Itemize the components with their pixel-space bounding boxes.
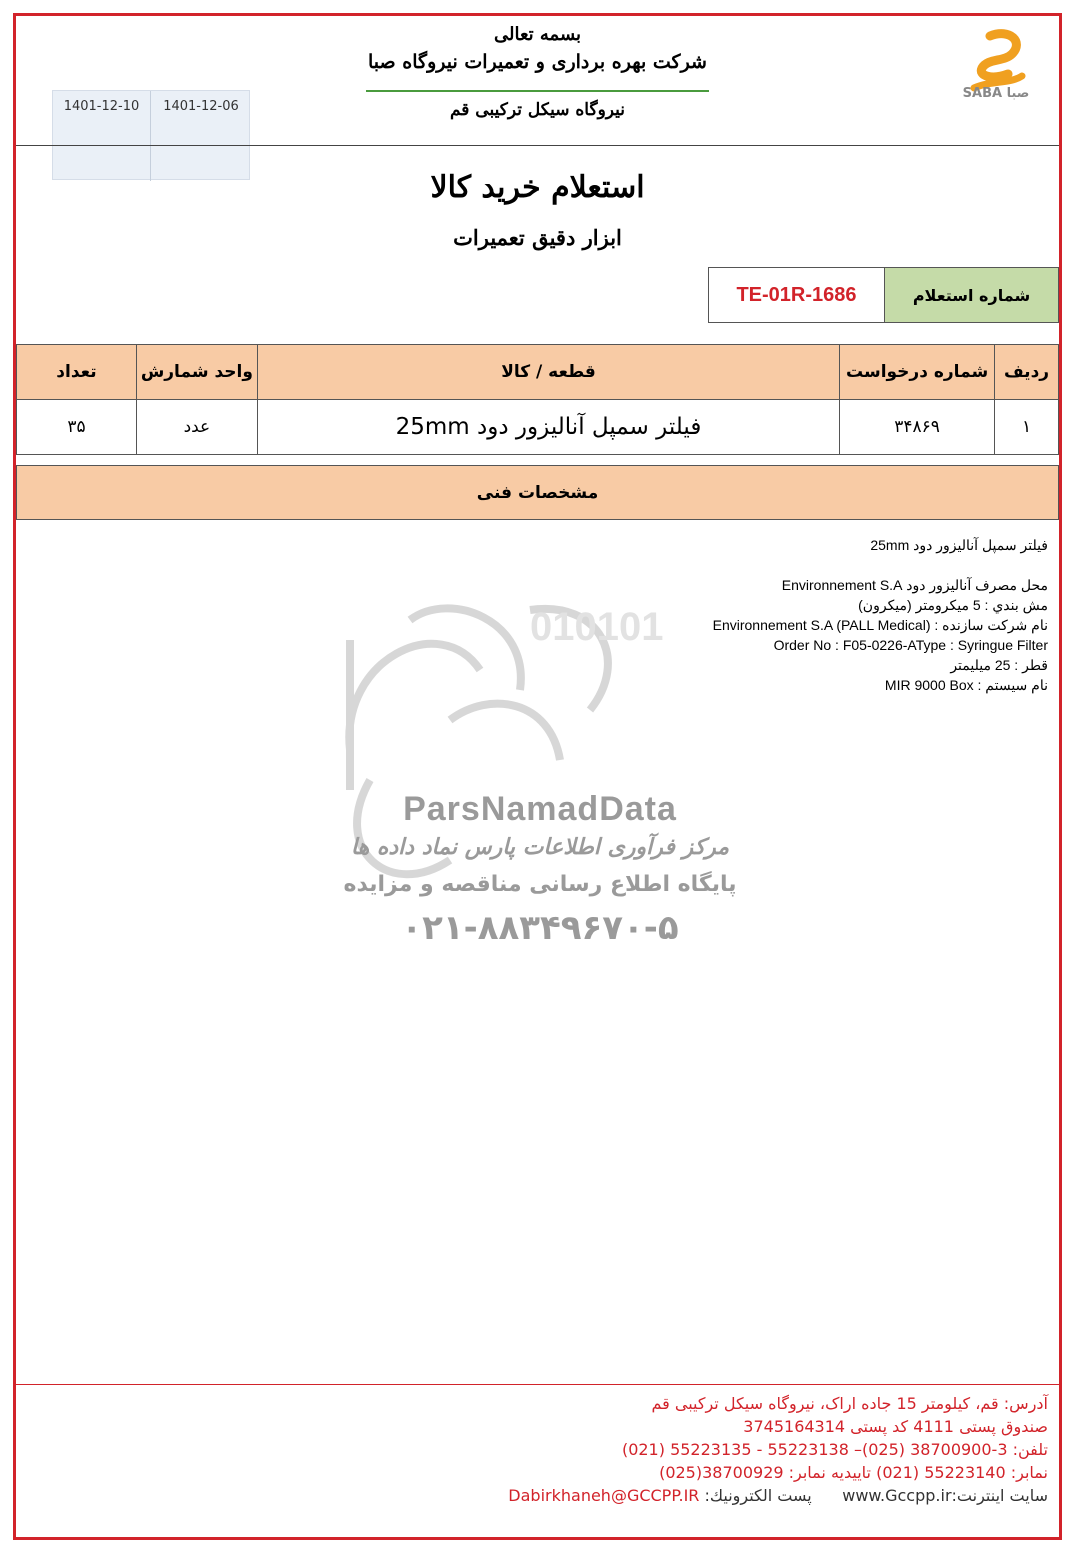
col-header-row: ردیف bbox=[995, 345, 1059, 400]
footer-email-label: پست الکترونیك: bbox=[704, 1486, 812, 1505]
spec-line: محل مصرف آنالیزور دود Environnement S.A bbox=[781, 577, 1048, 593]
inquiry-label: شماره استعلام bbox=[885, 268, 1058, 322]
bismillah: بسمه تعالی bbox=[493, 24, 582, 45]
cell-row: ۱ bbox=[995, 400, 1059, 455]
footer-phone: تلفن: 3-38700900 (025)– 55223138 - 55223135 (021) bbox=[621, 1440, 1048, 1459]
spec-line: Order No : F05-0226-AType : Syringue Filter bbox=[773, 637, 1048, 653]
watermark-digits: 010101 bbox=[530, 605, 664, 649]
footer-address: آدرس: قم، کیلومتر 15 جاده اراک، نیروگاه سیکل ترکیبی قم bbox=[651, 1394, 1048, 1413]
col-header-item: قطعه / کالا bbox=[257, 345, 839, 400]
company-name: شرکت بهره برداری و تعمیرات نیروگاه صبا bbox=[368, 51, 707, 73]
table-header-row bbox=[17, 345, 1059, 400]
specs-heading: مشخصات فنی bbox=[16, 465, 1059, 520]
watermark-brand: ParsNamadData bbox=[403, 790, 677, 828]
logo-text: SABA صبا bbox=[962, 86, 1030, 101]
specs-body bbox=[348, 535, 1048, 695]
spec-line: قطر : 25 میلیمتر bbox=[950, 657, 1048, 673]
footer-divider bbox=[16, 1384, 1059, 1385]
cell-qty: ۳۵ bbox=[17, 400, 137, 455]
footer bbox=[148, 1392, 1048, 1507]
footer-web-label: سایت اینترنت: bbox=[951, 1486, 1048, 1505]
cell-item: فیلتر سمپل آنالیزور دود 25mm bbox=[257, 400, 839, 455]
date-box bbox=[52, 90, 250, 180]
page-subtitle: ابزار دقیق تعمیرات bbox=[453, 225, 622, 250]
inquiry-number: TE-01R-1686 bbox=[709, 268, 885, 322]
footer-fax: نمابر: 55223140 (021) تاییدیه نمابر: 38700929(025) bbox=[659, 1463, 1048, 1482]
col-header-qty: تعداد bbox=[17, 345, 137, 400]
plant-name: نیروگاه سیکل ترکیبی قم bbox=[449, 100, 626, 120]
table-row bbox=[17, 400, 1059, 455]
cell-unit: عدد bbox=[136, 400, 257, 455]
col-header-unit: واحد شمارش bbox=[136, 345, 257, 400]
footer-email-link[interactable]: Dabirkhaneh@GCCPP.IR bbox=[508, 1486, 700, 1505]
items-table bbox=[16, 344, 1059, 455]
footer-web-line bbox=[148, 1484, 1048, 1507]
spec-line: مش بندي : 5 ميكرومتر (ميكرون) bbox=[858, 597, 1048, 613]
spec-line: نام شركت سازنده : (Environnement S.A (PALL Medical bbox=[712, 617, 1048, 633]
inquiry-number-box bbox=[708, 267, 1059, 323]
watermark-subtitle: پایگاه اطلاع رسانی مناقصه و مزایده bbox=[343, 872, 737, 897]
date-cell: 1401-12-10 bbox=[53, 91, 151, 181]
col-header-request: شماره درخواست bbox=[840, 345, 995, 400]
date-cell: 1401-12-06 bbox=[163, 99, 239, 114]
divider bbox=[16, 145, 1059, 146]
spec-line: نام سیستم : MIR 9000 Box bbox=[884, 677, 1048, 693]
watermark-subtitle: مرکز فرآوری اطلاعات پارس نماد داده ها bbox=[350, 835, 730, 860]
cell-request: ۳۴۸۶۹ bbox=[840, 400, 995, 455]
footer-pobox: صندوق پستی 4111 کد پستی 3745164314 bbox=[743, 1417, 1048, 1436]
watermark-phone: ۰۲۱-۸۸۳۴۹۶۷۰-۵ bbox=[401, 908, 679, 948]
saba-logo-icon bbox=[952, 28, 1042, 118]
divider bbox=[366, 90, 709, 92]
header-block bbox=[360, 24, 715, 73]
footer-web-link[interactable]: www.Gccpp.ir bbox=[842, 1486, 952, 1505]
spec-line: فیلتر سمپل آنالیزور دود 25mm bbox=[870, 537, 1048, 553]
page-title: استعلام خرید کالا bbox=[430, 170, 645, 205]
